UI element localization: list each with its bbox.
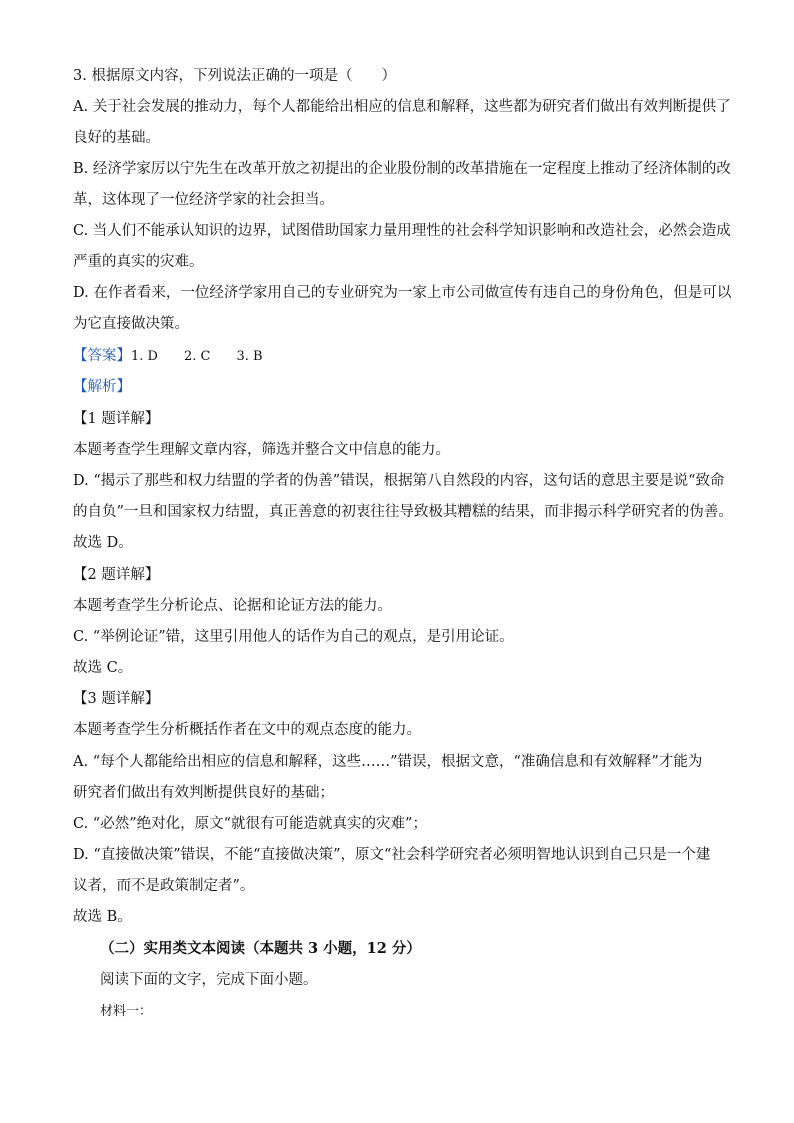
section-2-instruction: 阅读下面的文字，完成下面小题。 [100, 972, 318, 988]
analysis-label: 【解析】 [73, 379, 131, 395]
option-c-line-2: 严重的真实的灾难。 [73, 254, 204, 270]
option-d-line-2: 为它直接做决策。 [73, 316, 189, 332]
q1-heading: 【1 题详解】 [73, 411, 160, 427]
option-a-line-1: A. 关于社会发展的推动力，每个人都能给出相应的信息和解释，这些都为研究者们做出有效判断提供了 [73, 99, 731, 115]
q1-line-3: 的自负”一旦和国家权力结盟，真正善意的初衷往往导致极其糟糕的结果，而非揭示科学研究者的伪善。 [73, 504, 733, 520]
q3-line-2: A. “每个人都能给出相应的信息和解释，这些……”错误，根据文意，“准确信息和有效解释”才能为 [73, 754, 703, 770]
option-d-line-1: D. 在作者看来，一位经济学家用自己的专业研究为一家上市公司做宣传有违自己的身份角色，但是可以 [73, 285, 732, 301]
q2-heading: 【2 题详解】 [73, 567, 160, 583]
q2-line-2: C. “举例论证”错，这里引用他人的话作为自己的观点，是引用论证。 [73, 629, 514, 645]
q3-line-4: C. “必然”绝对化，原文“就很有可能造就真实的灾难”； [73, 816, 427, 832]
q3-line-6: 议者，而不是政策制定者”。 [73, 878, 255, 894]
q1-line-2: D. “揭示了那些和权力结盟的学者的伪善”错误，根据第八自然段的内容，这句话的意思主要是说“致命 [73, 473, 725, 489]
q3-line-1: 本题考查学生分析概括作者在文中的观点态度的能力。 [73, 722, 421, 738]
answer-values: 1. D 2. C 3. B [131, 349, 263, 364]
q1-line-4: 故选 D。 [73, 535, 133, 551]
q2-line-1: 本题考查学生分析论点、论据和论证方法的能力。 [73, 598, 392, 614]
q2-line-3: 故选 C。 [73, 660, 133, 676]
q3-line-5: D. “直接做决策”错误，不能“直接做决策”，原文“社会科学研究者必须明智地认识到自己只是一个建 [73, 847, 711, 863]
option-a-line-2: 良好的基础。 [73, 130, 160, 146]
q3-line-7: 故选 B。 [73, 909, 132, 925]
answer-line [73, 347, 723, 366]
q3-line-3: 研究者们做出有效判断提供良好的基础； [73, 785, 334, 801]
q1-line-1: 本题考查学生理解文章内容，筛选并整合文中信息的能力。 [73, 442, 450, 458]
q3-heading: 【3 题详解】 [73, 691, 160, 707]
answer-label: 【答案】 [73, 348, 131, 364]
section-2-heading: （二）实用类文本阅读（本题共 3 小题，12 分） [100, 940, 421, 957]
option-c-line-1: C. 当人们不能承认知识的边界，试图借助国家力量用理性的社会科学知识影响和改造社会，必然会造成 [73, 223, 731, 239]
material-1-label: 材料一： [100, 1004, 153, 1019]
option-b-line-2: 革，这体现了一位经济学家的社会担当。 [73, 192, 334, 208]
question-3-stem: 3. 根据原文内容，下列说法正确的一项是（ ） [73, 68, 396, 84]
option-b-line-1: B. 经济学家厉以宁先生在改革开放之初提出的企业股份制的改革措施在一定程度上推动了经济体制的改 [73, 161, 731, 177]
